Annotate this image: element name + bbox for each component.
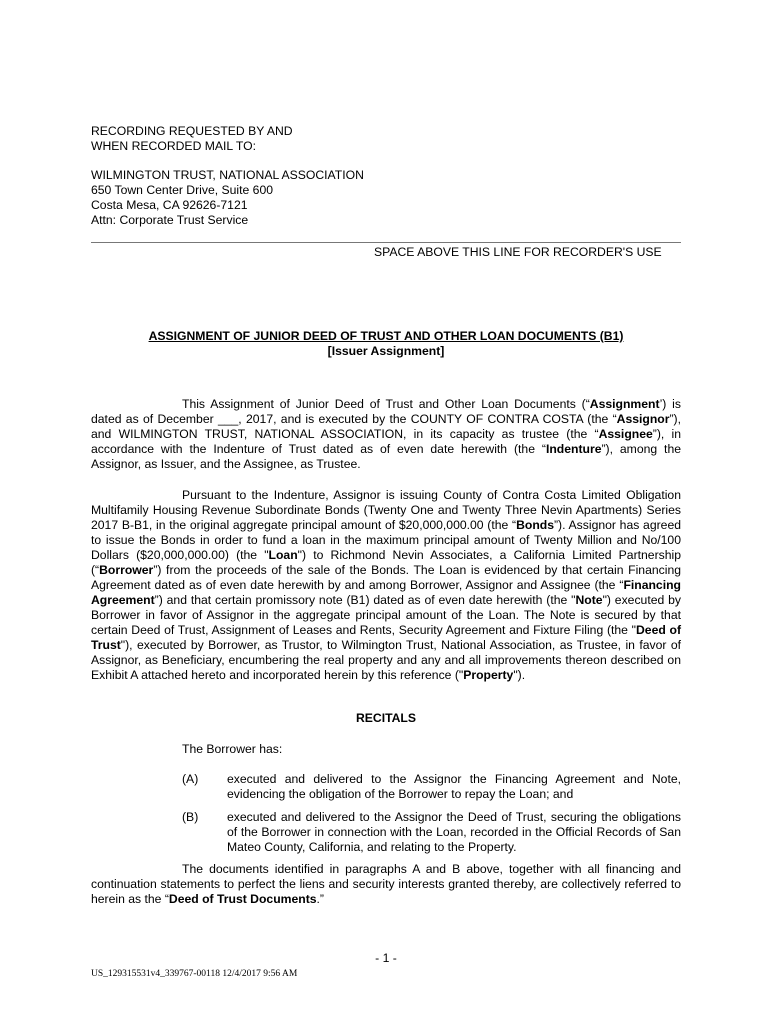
address-attention: Attn: Corporate Trust Service: [91, 213, 249, 227]
addressee-name: WILMINGTON TRUST, NATIONAL ASSOCIATION: [91, 168, 364, 182]
recital-label-b: (B): [182, 810, 199, 824]
document-title: ASSIGNMENT OF JUNIOR DEED OF TRUST AND OTHER LOAN DOCUMENTS (B1): [148, 329, 624, 343]
address-street: 650 Town Center Drive, Suite 600: [91, 183, 274, 197]
footer-document-id: US_129315531v4_339767-00118 12/4/2017 9:56 AM: [91, 969, 298, 979]
recitals-heading: RECITALS: [355, 711, 417, 725]
recording-requested-line: RECORDING REQUESTED BY AND: [91, 124, 293, 138]
indenture-paragraph: Pursuant to the Indenture, Assignor is issuing County of Contra Costa Limited Obligation Multifamily Housing Revenue Subordinate Bonds (Twenty One and Twenty Three Nevin Apartments) Series 2017 B-B1, in the original aggregate principal amount of $20,000,000.00 (the “Bonds”). Assignor has agreed to issue the Bonds in order to fund a loan in the maximum principal amount of Twenty Million and No/100 Dollars ($20,000,000.00) (the "Loan") to Richmond Nevin Associates, a California Limited Partnership (“Borrower”) from the proceeds of the sale of the Bonds. The Loan is evidenced by that certain Financing Agreement dated as of even date herewith by and among Borrower, Assignor and Assignee (the “Financing Agreement”) and that certain promissory note (B1) dated as of even date herewith (the "Note") executed by Borrower in favor of Assignor in the aggregate principal amount of the Loan. The Note is secured by that certain Deed of Trust, Assignment of Leases and Rents, Security Agreement and Fixture Filing (the "Deed of Trust"), executed by Borrower, as Trustor, to Wilmington Trust, National Association, as Trustee, in favor of Assignor, as Beneficiary, encumbering the real property and any and all improvements thereon described on Exhibit A attached hereto and incorporated herein by this reference ("Property").: [91, 488, 681, 682]
document-subtitle: [Issuer Assignment]: [327, 344, 445, 358]
recorder-divider: [91, 242, 681, 243]
address-city: Costa Mesa, CA 92626-7121: [91, 198, 248, 212]
recital-item-a: executed and delivered to the Assignor the Financing Agreement and Note, evidencing the obligation of the Borrower to repay the Loan; and: [227, 772, 681, 801]
borrower-has-text: The Borrower has:: [182, 742, 283, 756]
recorder-note: SPACE ABOVE THIS LINE FOR RECORDER'S USE: [374, 245, 662, 259]
recital-item-b: executed and delivered to the Assignor the Deed of Trust, securing the obligations of the Borrower in connection with the Loan, recorded in the Official Records of San Mateo County, California, and relating to the Property.: [227, 810, 681, 854]
recorded-mail-line: WHEN RECORDED MAIL TO:: [91, 139, 257, 153]
recital-label-a: (A): [182, 772, 199, 786]
intro-paragraph: This Assignment of Junior Deed of Trust and Other Loan Documents (“Assignment’) is dated as of December ___, 2017, and is executed by the COUNTY OF CONTRA COSTA (the “Assignor”), and WILMINGTON TRUST, NATIONAL ASSOCIATION, in its capacity as trustee (the “Assignee”), in accordance with the Indenture of Trust dated as of even date herewith (the “Indenture”), among the Assignor, as Issuer, and the Assignee, as Trustee.: [91, 397, 682, 471]
page-number: - 1 -: [375, 951, 397, 965]
documents-paragraph: The documents identified in paragraphs A and B above, together with all financing and continuation statements to perfect the liens and security interests granted thereby, are collectively referred to herein as the “Deed of Trust Documents.”: [91, 862, 681, 906]
